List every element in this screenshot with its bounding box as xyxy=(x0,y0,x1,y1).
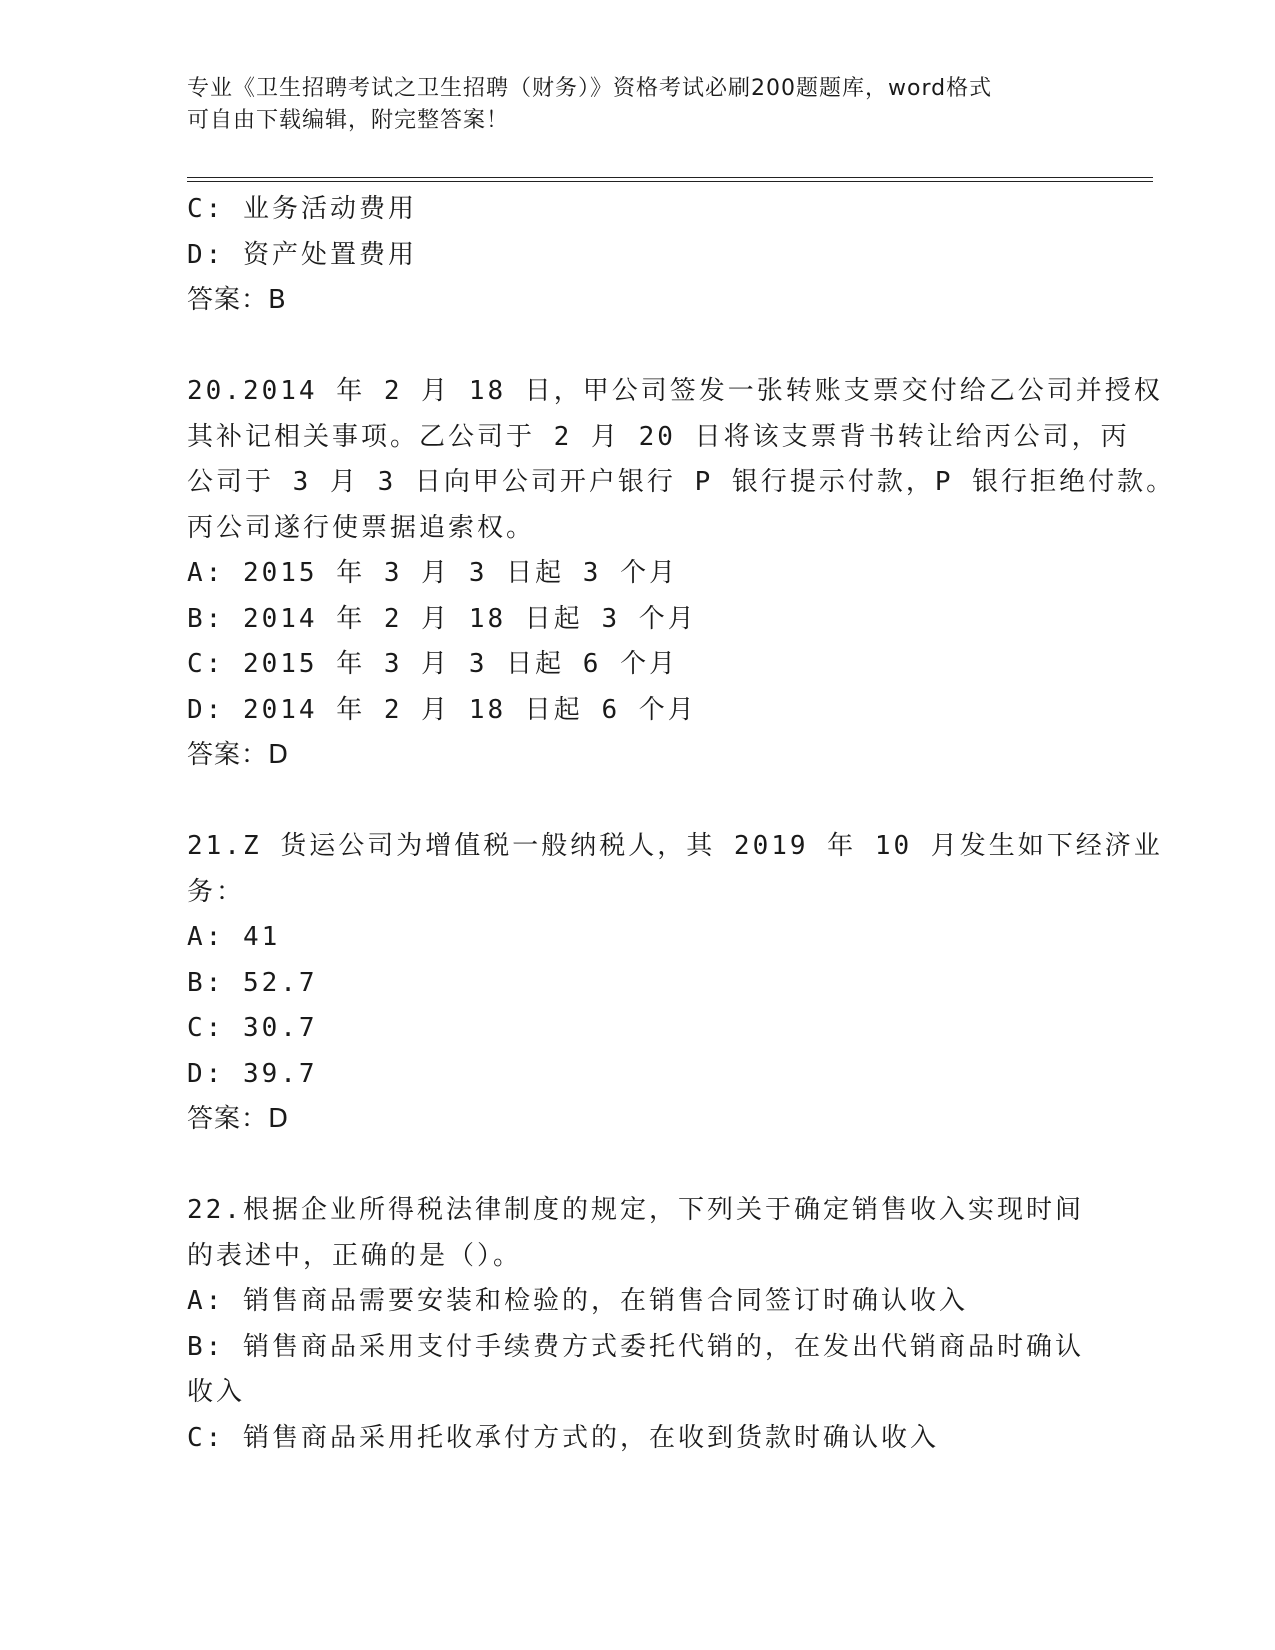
text-line: 公司于 3 月 3 日向甲公司开户银行 P 银行提示付款，P 银行拒绝付款。 xyxy=(187,467,1176,497)
text-line: 务： xyxy=(187,876,246,907)
text-line: 的表述中，正确的是（）。 xyxy=(187,1240,523,1271)
text-line: D: 2014 年 2 月 18 日起 6 个月 xyxy=(187,694,697,725)
text-line: B: 52.7 xyxy=(187,967,318,998)
text-line: 其补记相关事项。乙公司于 2 月 20 日将该支票背书转让给丙公司，丙 xyxy=(187,421,1130,452)
text-line: 21.Z 货运公司为增值税一般纳税人，其 2019 年 10 月发生如下经济业 xyxy=(187,831,1163,861)
block-spacer xyxy=(187,324,1087,370)
text-line: C: 30.7 xyxy=(187,1013,318,1043)
question-content xyxy=(187,187,1176,1461)
answer-line: 答案：B xyxy=(187,285,287,315)
text-line: A: 销售商品需要安装和检验的，在销售合同签订时确认收入 xyxy=(187,1286,968,1316)
page-header xyxy=(187,73,1067,137)
text-line: B: 2014 年 2 月 18 日起 3 个月 xyxy=(187,603,697,634)
text-line: 收入 xyxy=(187,1377,246,1407)
header-line-2: 可自由下载编辑，附完整答案！ xyxy=(187,108,510,133)
text-line: D: 39.7 xyxy=(187,1058,318,1089)
text-line: 20.2014 年 2 月 18 日，甲公司签发一张转账支票交付给乙公司并授权 xyxy=(187,376,1163,406)
text-line: C: 销售商品采用托收承付方式的，在收到货款时确认收入 xyxy=(187,1422,939,1453)
text-line: A: 2015 年 3 月 3 日起 3 个月 xyxy=(187,558,679,588)
text-line: D: 资产处置费用 xyxy=(187,239,417,270)
header-divider-top xyxy=(187,177,1153,178)
header-divider-bottom xyxy=(187,181,1153,182)
text-line: 丙公司遂行使票据追索权。 xyxy=(187,512,536,543)
answer-line: 答案：D xyxy=(187,740,290,770)
text-line: B: 销售商品采用支付手续费方式委托代销的，在发出代销商品时确认 xyxy=(187,1331,1084,1362)
text-line: C: 业务活动费用 xyxy=(187,194,417,224)
text-line: C: 2015 年 3 月 3 日起 6 个月 xyxy=(187,649,679,679)
block-spacer xyxy=(187,779,1087,825)
text-line: 22.根据企业所得税法律制度的规定，下列关于确定销售收入实现时间 xyxy=(187,1195,1084,1225)
text-line: A: 41 xyxy=(187,922,281,952)
header-line-1: 专业《卫生招聘考试之卫生招聘（财务）》资格考试必刷200题题库，word格式 xyxy=(187,76,993,101)
answer-line: 答案：D xyxy=(187,1104,290,1134)
block-spacer xyxy=(187,1143,1087,1189)
